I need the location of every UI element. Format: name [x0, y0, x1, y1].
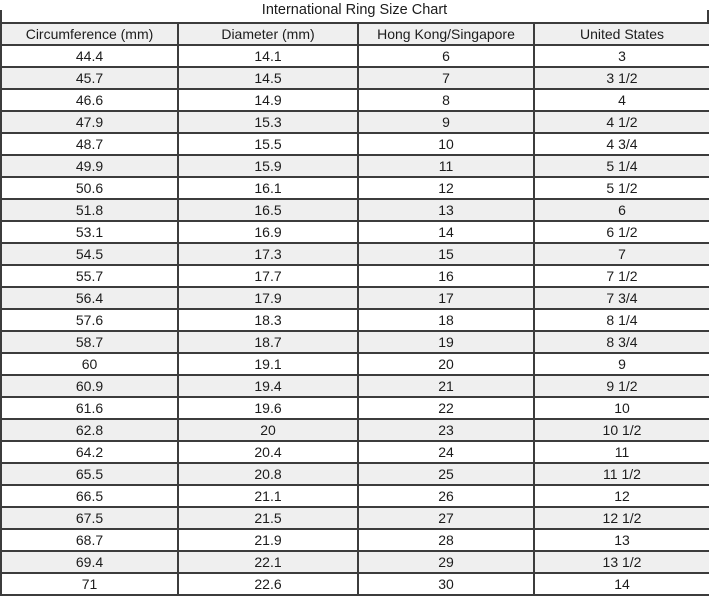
table-cell: 27 — [358, 507, 534, 529]
table-cell: 12 1/2 — [534, 507, 709, 529]
table-cell: 54.5 — [1, 243, 178, 265]
table-cell: 15.3 — [178, 111, 358, 133]
table-cell: 17.3 — [178, 243, 358, 265]
table-cell: 67.5 — [1, 507, 178, 529]
table-cell: 5 1/2 — [534, 177, 709, 199]
table-cell: 26 — [358, 485, 534, 507]
table-cell: 19.6 — [178, 397, 358, 419]
table-cell: 16 — [358, 265, 534, 287]
table-cell: 14.9 — [178, 89, 358, 111]
table-cell: 19.1 — [178, 353, 358, 375]
table-cell: 22 — [358, 397, 534, 419]
table-cell: 60.9 — [1, 375, 178, 397]
table-cell: 58.7 — [1, 331, 178, 353]
table-cell: 10 — [358, 133, 534, 155]
table-cell: 14 — [534, 573, 709, 595]
table-cell: 18 — [358, 309, 534, 331]
table-cell: 30 — [358, 573, 534, 595]
table-cell: 44.4 — [1, 45, 178, 67]
table-cell: 20 — [358, 353, 534, 375]
table-cell: 55.7 — [1, 265, 178, 287]
table-cell: 8 — [358, 89, 534, 111]
table-row — [1, 45, 709, 67]
table-row — [1, 309, 709, 331]
table-cell: 21.1 — [178, 485, 358, 507]
table-cell: 4 3/4 — [534, 133, 709, 155]
table-cell: 7 1/2 — [534, 265, 709, 287]
table-row — [1, 551, 709, 573]
column-header: United States — [534, 23, 709, 45]
table-row — [1, 287, 709, 309]
table-cell: 14 — [358, 221, 534, 243]
table-cell: 25 — [358, 463, 534, 485]
table-row — [1, 419, 709, 441]
table-row — [1, 397, 709, 419]
table-cell: 16.9 — [178, 221, 358, 243]
table-cell: 12 — [534, 485, 709, 507]
table-cell: 21 — [358, 375, 534, 397]
table-row — [1, 243, 709, 265]
table-cell: 22.1 — [178, 551, 358, 573]
table-cell: 14.1 — [178, 45, 358, 67]
table-cell: 18.7 — [178, 331, 358, 353]
table-cell: 10 — [534, 397, 709, 419]
table-cell: 57.6 — [1, 309, 178, 331]
table-cell: 11 — [358, 155, 534, 177]
table-row — [1, 331, 709, 353]
table-cell: 7 — [534, 243, 709, 265]
table-row — [1, 155, 709, 177]
table-cell: 17.9 — [178, 287, 358, 309]
table-row — [1, 89, 709, 111]
table-cell: 16.5 — [178, 199, 358, 221]
table-cell: 13 1/2 — [534, 551, 709, 573]
table-row — [1, 507, 709, 529]
table-cell: 9 — [534, 353, 709, 375]
table-cell: 4 1/2 — [534, 111, 709, 133]
table-cell: 4 — [534, 89, 709, 111]
table-cell: 10 1/2 — [534, 419, 709, 441]
column-header: Hong Kong/Singapore — [358, 23, 534, 45]
table-cell: 6 1/2 — [534, 221, 709, 243]
page-title: International Ring Size Chart — [0, 0, 709, 22]
table-body — [1, 45, 709, 595]
table-row — [1, 133, 709, 155]
table-row — [1, 265, 709, 287]
table-row — [1, 67, 709, 89]
table-cell: 21.9 — [178, 529, 358, 551]
ring-size-table — [0, 22, 709, 596]
table-cell: 45.7 — [1, 67, 178, 89]
table-cell: 22.6 — [178, 573, 358, 595]
table-row — [1, 375, 709, 397]
table-cell: 19.4 — [178, 375, 358, 397]
table-cell: 7 3/4 — [534, 287, 709, 309]
table-cell: 14.5 — [178, 67, 358, 89]
table-cell: 17 — [358, 287, 534, 309]
table-cell: 69.4 — [1, 551, 178, 573]
table-cell: 20.4 — [178, 441, 358, 463]
table-row — [1, 441, 709, 463]
table-cell: 56.4 — [1, 287, 178, 309]
table-cell: 9 1/2 — [534, 375, 709, 397]
table-cell: 48.7 — [1, 133, 178, 155]
table-cell: 65.5 — [1, 463, 178, 485]
table-cell: 68.7 — [1, 529, 178, 551]
table-cell: 64.2 — [1, 441, 178, 463]
table-row — [1, 111, 709, 133]
header-row — [1, 23, 709, 45]
table-cell: 18.3 — [178, 309, 358, 331]
table-cell: 13 — [534, 529, 709, 551]
table-cell: 29 — [358, 551, 534, 573]
table-row — [1, 221, 709, 243]
column-header: Circumference (mm) — [1, 23, 178, 45]
table-row — [1, 199, 709, 221]
table-cell: 6 — [358, 45, 534, 67]
table-cell: 24 — [358, 441, 534, 463]
table-cell: 3 1/2 — [534, 67, 709, 89]
table-cell: 5 1/4 — [534, 155, 709, 177]
table-cell: 19 — [358, 331, 534, 353]
table-cell: 49.9 — [1, 155, 178, 177]
table-cell: 51.8 — [1, 199, 178, 221]
table-cell: 13 — [358, 199, 534, 221]
table-cell: 8 3/4 — [534, 331, 709, 353]
table-cell: 47.9 — [1, 111, 178, 133]
table-cell: 12 — [358, 177, 534, 199]
table-cell: 3 — [534, 45, 709, 67]
table-cell: 20 — [178, 419, 358, 441]
table-cell: 15.5 — [178, 133, 358, 155]
table-cell: 23 — [358, 419, 534, 441]
table-cell: 60 — [1, 353, 178, 375]
column-header: Diameter (mm) — [178, 23, 358, 45]
table-cell: 66.5 — [1, 485, 178, 507]
table-cell: 15 — [358, 243, 534, 265]
table-cell: 15.9 — [178, 155, 358, 177]
table-cell: 17.7 — [178, 265, 358, 287]
table-cell: 53.1 — [1, 221, 178, 243]
table-row — [1, 573, 709, 595]
table-cell: 28 — [358, 529, 534, 551]
table-cell: 50.6 — [1, 177, 178, 199]
table-cell: 71 — [1, 573, 178, 595]
table-cell: 16.1 — [178, 177, 358, 199]
table-row — [1, 529, 709, 551]
table-row — [1, 463, 709, 485]
table-row — [1, 485, 709, 507]
table-row — [1, 177, 709, 199]
table-cell: 11 — [534, 441, 709, 463]
table-cell: 7 — [358, 67, 534, 89]
table-cell: 61.6 — [1, 397, 178, 419]
table-cell: 8 1/4 — [534, 309, 709, 331]
table-cell: 20.8 — [178, 463, 358, 485]
table-cell: 62.8 — [1, 419, 178, 441]
table-cell: 9 — [358, 111, 534, 133]
table-row — [1, 353, 709, 375]
table-cell: 21.5 — [178, 507, 358, 529]
table-cell: 46.6 — [1, 89, 178, 111]
table-cell: 11 1/2 — [534, 463, 709, 485]
table-cell: 6 — [534, 199, 709, 221]
